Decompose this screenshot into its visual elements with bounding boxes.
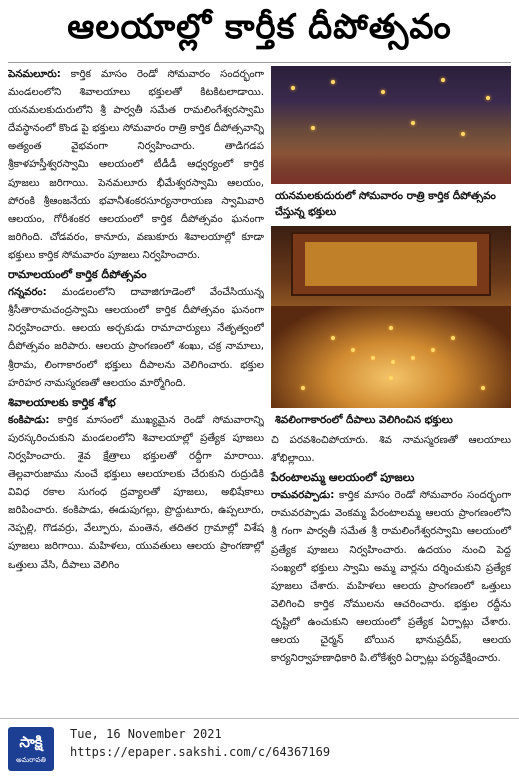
article-paragraph — [8, 66, 264, 265]
paragraph-text: కార్తిక మాసం రెండో సోమవారం సందర్భంగా రామవరప్పాడు వెంకమ్మ పేరంటాలమ్మ ఆలయ ప్రాంగణంలోని శ్రీ గంగా పార్వతీ సమేత శ్రీ రామలింగేశ్వరస్వామి ఆలయంలో ప్రత్యేక పూజలు నిర్వహించారు. ఉదయం నుంచి పెద్ద సంఖ్యలో భక్తులు స్వామి అమ్మ వార్లను దర్శించుకుని ప్రత్యేక పూజలు చేశారు. మహిళలు ఆలయ ప్రాంగణంలో ఒత్తులు వెలిగించి కార్తిక నోములను ఆచరించారు. భక్తుల రద్దీను దృష్టిలో ఉంచుకుని ఆలయంలో ప్రత్యేక ఏర్పాట్లు చేశారు. ఆలయ చైర్మన్ బోయిన భానుప్రదీప్, ఆలయ కార్యనిర్వాహణాధికారి పి.లోకేశ్వరి ఏర్పాట్లు పర్యవేక్షించారు. — [271, 490, 511, 665]
dateline: పెనమలూరు: — [8, 69, 61, 80]
paragraph-text: మండలంలోని దావాజిగూడెంలో వేంచేసియున్న శ్రీసీతారామచంద్రస్వామి ఆలయంలో కార్తిక దీపోత్సవం ఘనంగా నిర్వహించారు. ఆలయ అర్చకుడు రామాచార్యులు నేతృత్వంలో దీపోత్సవం జరిపారు. ఆలయ ప్రాంగణంలో శంఖు, చక్ర నామాలు, శ్రీరామ, లింగాకారంలో భక్తులు దీపాలను వెలిగించారు. భక్తుల హరిహర నామస్మరణతో ఆలయం మార్మోగింది. — [8, 287, 264, 389]
dateline: గన్నవరం: — [8, 287, 47, 299]
sakshi-logo — [8, 727, 54, 771]
headline-divider — [8, 62, 511, 63]
headline: ఆలయాల్లో కార్తీక దీపోత్సవం — [67, 7, 452, 47]
subheading: శివాలయాలకు కార్తిక శోభ — [8, 395, 116, 409]
article-paragraph — [271, 487, 511, 668]
article-paragraph — [8, 412, 264, 575]
paragraph-text: చి పరవశించిపోయారు. శివ నామస్మరణతో ఆలయాలు శోభిల్లాయి. — [271, 435, 511, 465]
paragraph-text: కార్తిక మాసంలో ముఖ్యమైన రెండో సోమవారాన్ని పురస్కరించుకుని మండలంలోని శివాలయాల్లో ప్రత్యేక పూజలు నిర్వహించారు. శైవ క్షేత్రాలు భక్తులతో రద్దీగా మారాయి. తెల్లవారుజాము నుంచే భక్తులు ఆలయాలకు చేరుకుని రుద్రుడికి వివిధ రకాల సుగంధ ద్రవ్యాలతో పూజలు, అభిషేకాలు జరిపించారు. కంకిపాడు, ఈడుపుగల్లు, ప్రొద్దుటూరు, ఉప్పలూరు, నెప్పల్లి, గొడవర్రు, వేల్పూరు, మంతెన, తదితర గ్రామాల్లో విశేష పూజలు జరిగాయి. మహిళలు, యువతులు ఆలయ ప్రాంగణాల్లో ఒత్తులు వేసి, దీపాలు వెలిగిం — [8, 414, 264, 571]
logo-subtext: అమరావతి — [16, 755, 46, 764]
dateline: కంకిపాడు: — [8, 414, 50, 426]
photo-caption: యనమలకుదురులో సోమవారం రాత్రి కార్తిక దీపోత్సవం చేస్తున్న భక్తులు — [275, 190, 496, 218]
publish-date: Tue, 16 November 2021 — [70, 727, 222, 741]
logo-text: సాక్షి — [19, 732, 43, 751]
paragraph-text: కార్తిక మాసం రెండో సోమవారం సందర్భంగా మండలంలోని శివాలయాలు భక్తులతో కిటకిటలాడాయి. యనమలకుదురులోని శ్రీ పార్వతీ సమేత రామలింగేశ్వరస్వామి దేవస్థానంలో కొండ పై భక్తులు సోమవారం రాత్రి కార్తిక దీపోత్సవాన్ని అత్యంత వైభవంగా నిర్వహించారు. తాడిగడప శ్రీకాళహస్తీశ్వరస్వామి ఆలయంలో టీడీడీ ఆధ్వర్యంలో కార్తిక పూజలు జరిగాయి. పెనమలూరు భీమేశ్వరస్వామి ఆలయం, పోరంకి శ్రీఆంజనేయ భవానీశంకరసూర్యనారాయణ స్వామివారి ఆలయం, గోరీశంకర ఆలయంలో కార్తిక దీపోత్సవం ఘనంగా జరిగింది. చోడవరం, కానూరు, వణుకూరు శివాలయాల్లో కూడా భక్తులు కార్తిక సోమవారం పూజలు నిర్వహించారు. — [8, 69, 264, 261]
shivalinga-lamps-photo — [271, 226, 511, 408]
subheading: రామాలయంలో కార్తిక దీపోత్సవం — [8, 268, 147, 282]
subheading: పేరంటాలమ్మ ఆలయంలో పూజలు — [271, 471, 415, 485]
dateline: రామవరప్పాడు: — [271, 490, 335, 502]
footer — [0, 718, 519, 776]
right-column — [271, 66, 511, 718]
photo-caption: శివలింగాకారంలో దీపాలు వెలిగించిన భక్తులు — [275, 414, 453, 426]
article-paragraph — [8, 284, 264, 393]
right-article — [271, 432, 511, 668]
night-festival-photo — [271, 66, 511, 184]
left-column — [8, 66, 264, 718]
epaper-link[interactable]: https://epaper.sakshi.com/c/64367169 — [70, 745, 331, 759]
